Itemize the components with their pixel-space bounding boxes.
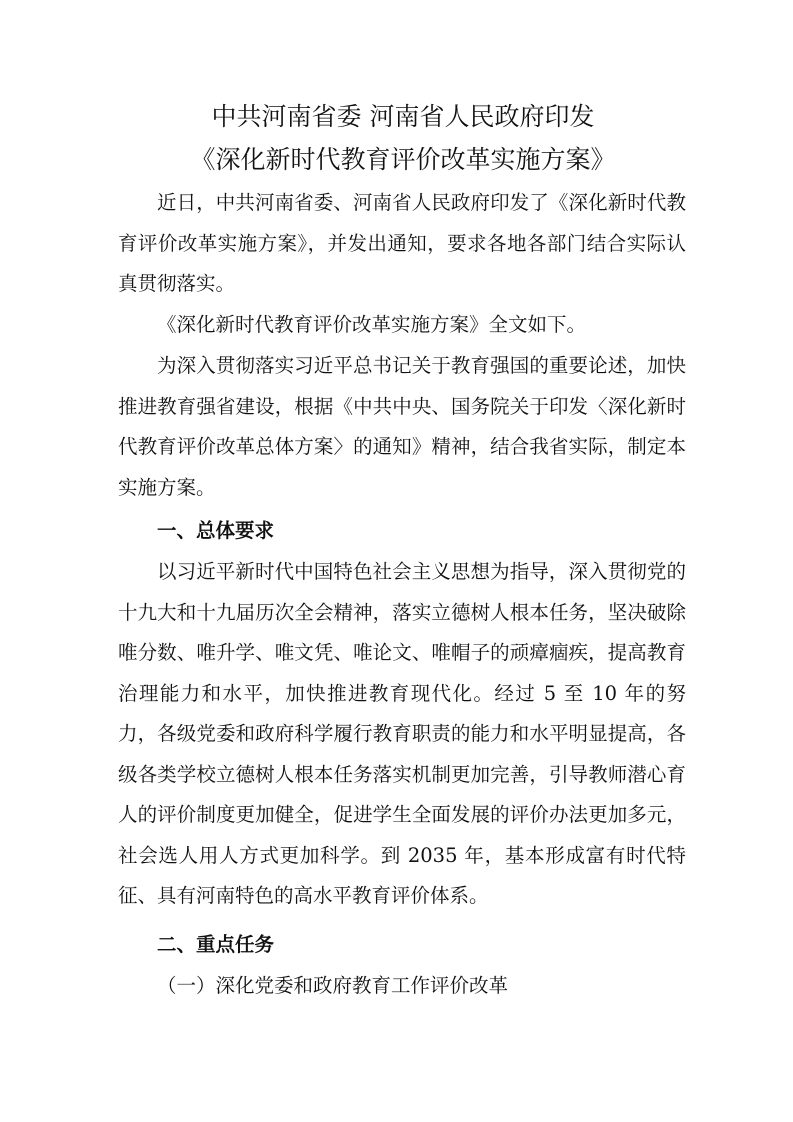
paragraph-overall-requirements: 以习近平新时代中国特色社会主义思想为指导，深入贯彻党的十九大和十九届历次全会精神，落实立德树人根本任务，坚决破除唯分数、唯升学、唯文凭、唯论文、唯帽子的顽瘴痼疾，提高教育治理能力和水平，加快推进教育现代化。经过 5 至 10 年的努力，各级党委和政府科学履行教育职责的能力和水平明显提高，各级各类学校立德树人根本任务落实机制更加完善，引导教师潜心育人的评价制度更加健全，促进学生全面发展的评价办法更加多元，社会选人用人方式更加科学。到 2035 年，基本形成富有时代特征、具有河南特色的高水平教育评价体系。 [118, 560, 686, 907]
section-heading-key-tasks: 二、重点任务 [157, 933, 275, 956]
document-title-line-1: 中共河南省委 河南省人民政府印发 [211, 102, 595, 131]
section-heading-overall-requirements: 一、总体要求 [157, 519, 275, 542]
paragraph-purpose: 为深入贯彻落实习近平总书记关于教育强国的重要论述，加快推进教育强省建设，根据《中共中央、国务院关于印发〈深化新时代教育评价改革总体方案〉的通知》精神，结合我省实际，制定本实施方案。 [118, 354, 686, 499]
document-title-line-2: 《深化新时代教育评价改革实施方案》 [190, 145, 616, 174]
paragraph-full-text-intro: 《深化新时代教育评价改革实施方案》全文如下。 [157, 313, 587, 336]
paragraph-announcement: 近日，中共河南省委、河南省人民政府印发了《深化新时代教育评价改革实施方案》，并发出通知，要求各地各部门结合实际认真贯彻落实。 [118, 191, 686, 295]
subsection-heading-party-government-evaluation: （一）深化党委和政府教育工作评价改革 [157, 974, 509, 997]
